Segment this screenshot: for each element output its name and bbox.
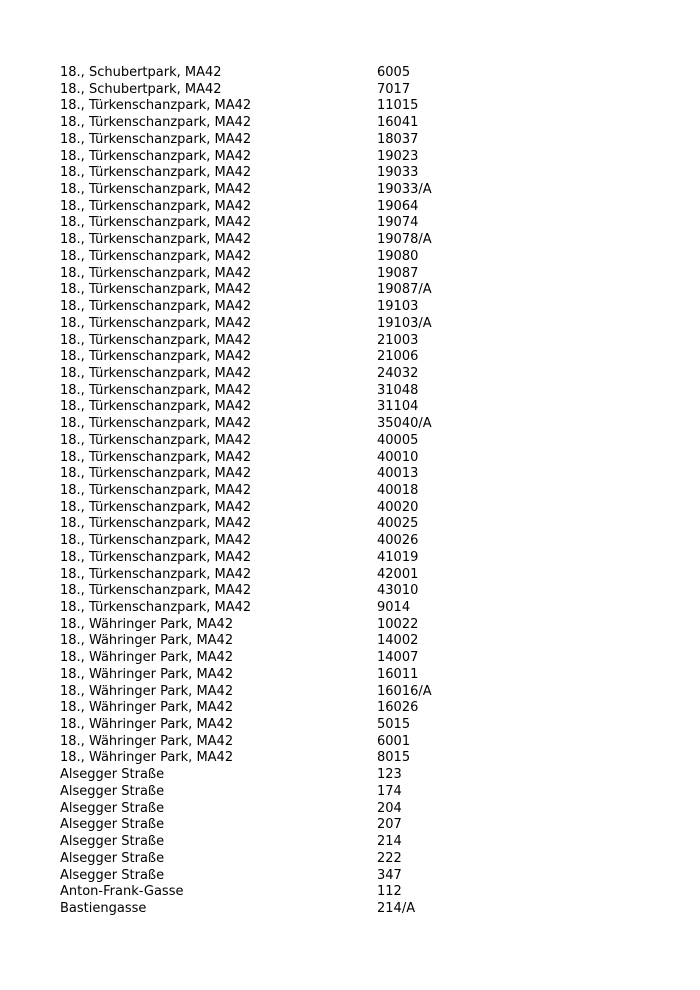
list-row <box>60 165 660 182</box>
list-row <box>60 199 660 216</box>
location-text: 18., Währinger Park, MA42 <box>60 650 234 666</box>
tree-number: 40013 <box>377 466 419 482</box>
location-text: 18., Türkenschanzpark, MA42 <box>60 165 252 181</box>
location-text: 18., Türkenschanzpark, MA42 <box>60 131 252 147</box>
tree-number: 40025 <box>377 516 419 532</box>
tree-number: 112 <box>377 884 402 900</box>
tree-number: 40010 <box>377 449 419 465</box>
list-row <box>60 299 660 316</box>
list-row <box>60 600 660 617</box>
tree-number: 19023 <box>377 148 419 164</box>
list-row <box>60 433 660 450</box>
location-text: 18., Türkenschanzpark, MA42 <box>60 215 252 231</box>
list-row <box>60 282 660 299</box>
tree-number: 214 <box>377 834 402 850</box>
tree-number: 35040/A <box>377 416 432 432</box>
list-row <box>60 684 660 701</box>
list-row <box>60 149 660 166</box>
location-text: 18., Türkenschanzpark, MA42 <box>60 549 252 565</box>
list-row <box>60 249 660 266</box>
location-text: Alsegger Straße <box>60 767 165 783</box>
tree-number: 43010 <box>377 583 419 599</box>
location-text: 18., Währinger Park, MA42 <box>60 750 234 766</box>
list-row <box>60 399 660 416</box>
tree-number: 10022 <box>377 616 419 632</box>
tree-number: 11015 <box>377 98 419 114</box>
location-text: 18., Türkenschanzpark, MA42 <box>60 466 252 482</box>
location-text: 18., Schubertpark, MA42 <box>60 81 222 97</box>
list-row <box>60 667 660 684</box>
tree-number: 41019 <box>377 549 419 565</box>
location-text: 18., Türkenschanzpark, MA42 <box>60 98 252 114</box>
tree-number: 40026 <box>377 533 419 549</box>
location-text: 18., Türkenschanzpark, MA42 <box>60 432 252 448</box>
location-text: 18., Türkenschanzpark, MA42 <box>60 600 252 615</box>
tree-number: 9014 <box>377 600 411 615</box>
list-row <box>60 450 660 467</box>
location-text: 18., Türkenschanzpark, MA42 <box>60 282 252 298</box>
tree-number: 31104 <box>377 399 419 415</box>
location-text: 18., Türkenschanzpark, MA42 <box>60 365 252 381</box>
location-text: 18., Türkenschanzpark, MA42 <box>60 382 252 398</box>
tree-number: 174 <box>377 783 402 799</box>
location-text: Bastiengasse <box>60 900 147 916</box>
tree-number: 40005 <box>377 432 419 448</box>
tree-number: 24032 <box>377 365 419 381</box>
location-text: Alsegger Straße <box>60 783 165 799</box>
location-text: 18., Türkenschanzpark, MA42 <box>60 399 252 415</box>
list-row <box>60 851 660 868</box>
location-text: Alsegger Straße <box>60 850 165 866</box>
location-text: 18., Währinger Park, MA42 <box>60 733 234 749</box>
tree-number: 207 <box>377 817 402 833</box>
tree-number: 21003 <box>377 332 419 348</box>
list-row <box>60 466 660 483</box>
list-row <box>60 82 660 99</box>
tree-number: 40020 <box>377 499 419 515</box>
list-row <box>60 516 660 533</box>
tree-number: 14007 <box>377 650 419 666</box>
tree-number: 19087 <box>377 265 419 281</box>
location-text: 18., Währinger Park, MA42 <box>60 700 234 716</box>
location-text: 18., Türkenschanzpark, MA42 <box>60 265 252 281</box>
location-text: Alsegger Straße <box>60 834 165 850</box>
location-text: 18., Türkenschanzpark, MA42 <box>60 182 252 198</box>
list-row <box>60 500 660 517</box>
list-row <box>60 834 660 851</box>
tree-number: 16026 <box>377 700 419 716</box>
tree-number: 16041 <box>377 115 419 131</box>
tree-number: 16016/A <box>377 683 432 699</box>
tree-number: 19078/A <box>377 232 432 248</box>
list-row <box>60 266 660 283</box>
location-text: 18., Türkenschanzpark, MA42 <box>60 248 252 264</box>
location-text: 18., Türkenschanzpark, MA42 <box>60 416 252 432</box>
list-row <box>60 349 660 366</box>
tree-number: 19074 <box>377 215 419 231</box>
list-row <box>60 650 660 667</box>
location-text: 18., Währinger Park, MA42 <box>60 616 234 632</box>
tree-number: 7017 <box>377 81 411 97</box>
location-text: 18., Türkenschanzpark, MA42 <box>60 299 252 315</box>
list-row <box>60 884 660 901</box>
tree-number: 347 <box>377 867 402 883</box>
list-row <box>60 617 660 634</box>
tree-number: 31048 <box>377 382 419 398</box>
tree-number: 123 <box>377 767 402 783</box>
tree-number: 19087/A <box>377 282 432 298</box>
location-text: 18., Währinger Park, MA42 <box>60 717 234 733</box>
list-row <box>60 366 660 383</box>
list-row <box>60 383 660 400</box>
location-text: 18., Türkenschanzpark, MA42 <box>60 516 252 532</box>
list-row <box>60 533 660 550</box>
location-text: 18., Türkenschanzpark, MA42 <box>60 332 252 348</box>
list-row <box>60 750 660 767</box>
list-row <box>60 333 660 350</box>
list-row <box>60 416 660 433</box>
tree-list <box>60 65 660 918</box>
tree-number: 42001 <box>377 566 419 582</box>
location-text: Alsegger Straße <box>60 867 165 883</box>
tree-number: 19064 <box>377 198 419 214</box>
list-row <box>60 483 660 500</box>
list-row <box>60 801 660 818</box>
location-text: 18., Türkenschanzpark, MA42 <box>60 583 252 599</box>
tree-number: 6001 <box>377 733 411 749</box>
location-text: Alsegger Straße <box>60 817 165 833</box>
list-row <box>60 115 660 132</box>
location-text: 18., Schubertpark, MA42 <box>60 65 222 80</box>
tree-number: 6005 <box>377 65 411 80</box>
location-text: 18., Türkenschanzpark, MA42 <box>60 198 252 214</box>
tree-number: 19033 <box>377 165 419 181</box>
list-row <box>60 868 660 885</box>
location-text: 18., Währinger Park, MA42 <box>60 633 234 649</box>
list-row <box>60 550 660 567</box>
location-text: 18., Türkenschanzpark, MA42 <box>60 232 252 248</box>
tree-number: 40018 <box>377 482 419 498</box>
location-text: Anton-Frank-Gasse <box>60 884 184 900</box>
tree-number: 8015 <box>377 750 411 766</box>
list-row <box>60 784 660 801</box>
tree-number: 14002 <box>377 633 419 649</box>
location-text: 18., Türkenschanzpark, MA42 <box>60 566 252 582</box>
location-text: 18., Türkenschanzpark, MA42 <box>60 315 252 331</box>
list-row <box>60 767 660 784</box>
location-text: 18., Währinger Park, MA42 <box>60 666 234 682</box>
tree-number: 16011 <box>377 666 419 682</box>
tree-number: 214/A <box>377 900 416 916</box>
list-row <box>60 132 660 149</box>
list-row <box>60 215 660 232</box>
location-text: 18., Türkenschanzpark, MA42 <box>60 115 252 131</box>
tree-number: 19103/A <box>377 315 432 331</box>
location-text: 18., Türkenschanzpark, MA42 <box>60 482 252 498</box>
tree-number: 222 <box>377 850 402 866</box>
location-text: Alsegger Straße <box>60 800 165 816</box>
tree-number: 19103 <box>377 299 419 315</box>
location-text: 18., Türkenschanzpark, MA42 <box>60 349 252 365</box>
list-row <box>60 817 660 834</box>
list-row <box>60 98 660 115</box>
list-row <box>60 567 660 584</box>
tree-number: 19080 <box>377 248 419 264</box>
list-row <box>60 232 660 249</box>
tree-number: 204 <box>377 800 402 816</box>
location-text: 18., Türkenschanzpark, MA42 <box>60 499 252 515</box>
list-row <box>60 182 660 199</box>
list-row <box>60 65 660 82</box>
location-text: 18., Währinger Park, MA42 <box>60 683 234 699</box>
list-row <box>60 316 660 333</box>
location-text: 18., Türkenschanzpark, MA42 <box>60 533 252 549</box>
list-row <box>60 717 660 734</box>
location-text: 18., Türkenschanzpark, MA42 <box>60 449 252 465</box>
list-row <box>60 583 660 600</box>
tree-number: 19033/A <box>377 182 432 198</box>
list-row <box>60 901 660 918</box>
tree-number: 21006 <box>377 349 419 365</box>
list-row <box>60 700 660 717</box>
list-row <box>60 734 660 751</box>
list-row <box>60 633 660 650</box>
tree-number: 18037 <box>377 131 419 147</box>
tree-number: 5015 <box>377 717 411 733</box>
location-text: 18., Türkenschanzpark, MA42 <box>60 148 252 164</box>
